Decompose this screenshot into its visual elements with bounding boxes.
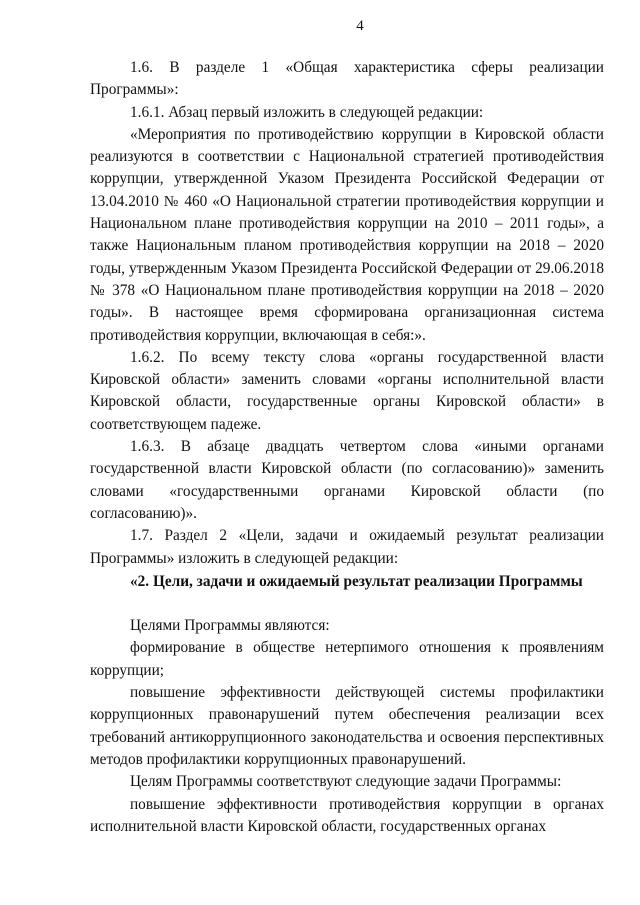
paragraph-1-6-2: 1.6.2. По всему тексту слова «органы государственной власти Кировской области» заменить словами «органы исполнительной власти Кировской области, государственные органы Кировской области» в соответствующем падеже. [90, 348, 604, 433]
section-heading: «2. Цели, задачи и ожидаемый результат реализации Программы [130, 572, 583, 590]
paragraph-tasks-intro: Целям Программы соответствуют следующие задачи Программы: [130, 773, 562, 791]
paragraph-1-7: 1.7. Раздел 2 «Цели, задачи и ожидаемый результат реализации Программы» изложить в следующей редакции: [90, 527, 604, 567]
blank-line [90, 593, 604, 615]
paragraph-goal-2: повышение эффективности действующей системы профилактики коррупционных правонарушений путем обеспечения реализации всех требований антикоррупционного законодательства и освоения перспективных методов профилактики коррупционных правонарушений. [90, 684, 604, 768]
paragraph-task-1: повышение эффективности противодействия коррупции в органах исполнительной власти Кировской области, государственных органах [90, 795, 604, 835]
page-number: 4 [356, 18, 364, 34]
paragraph-1-6-3: 1.6.3. В абзаце двадцать четвертом слова «иными органами государственной власти Кировской области (по согласованию)» заменить словами «государственными органами Кировской области (по согласованию)». [90, 438, 604, 522]
paragraph-goals-intro: Целями Программы являются: [130, 617, 330, 635]
paragraph-1-6-1: 1.6.1. Абзац первый изложить в следующей редакции: [130, 103, 484, 121]
paragraph-quote-measures: «Мероприятия по противодействию коррупции в Кировской области реализуются в соответствии с Национальной стратегией противодействия коррупции, утвержденной Указом Президента Российской Федерации от 13.04.2010 № 460 «О Национальной стратегии противодействия коррупции и Национальном плане противодействия коррупции на 2010 – 2011 годы», а также Национальным планом противодействия коррупции на 2018 – 2020 годы, утвержденным Указом Президента Российской Федерации от 29.06.2018 № 378 «О Национальном плане противодействия коррупции на 2018 – 2020 годы». В настоящее время сформирована организационная система противодействия коррупции, включающая в себя:». [90, 125, 604, 344]
paragraph-1-6: 1.6. В разделе 1 «Общая характеристика сферы реализации Программы»: [90, 59, 604, 99]
paragraph-goal-1: формирование в обществе нетерпимого отношения к проявлениям коррупции; [90, 639, 604, 679]
